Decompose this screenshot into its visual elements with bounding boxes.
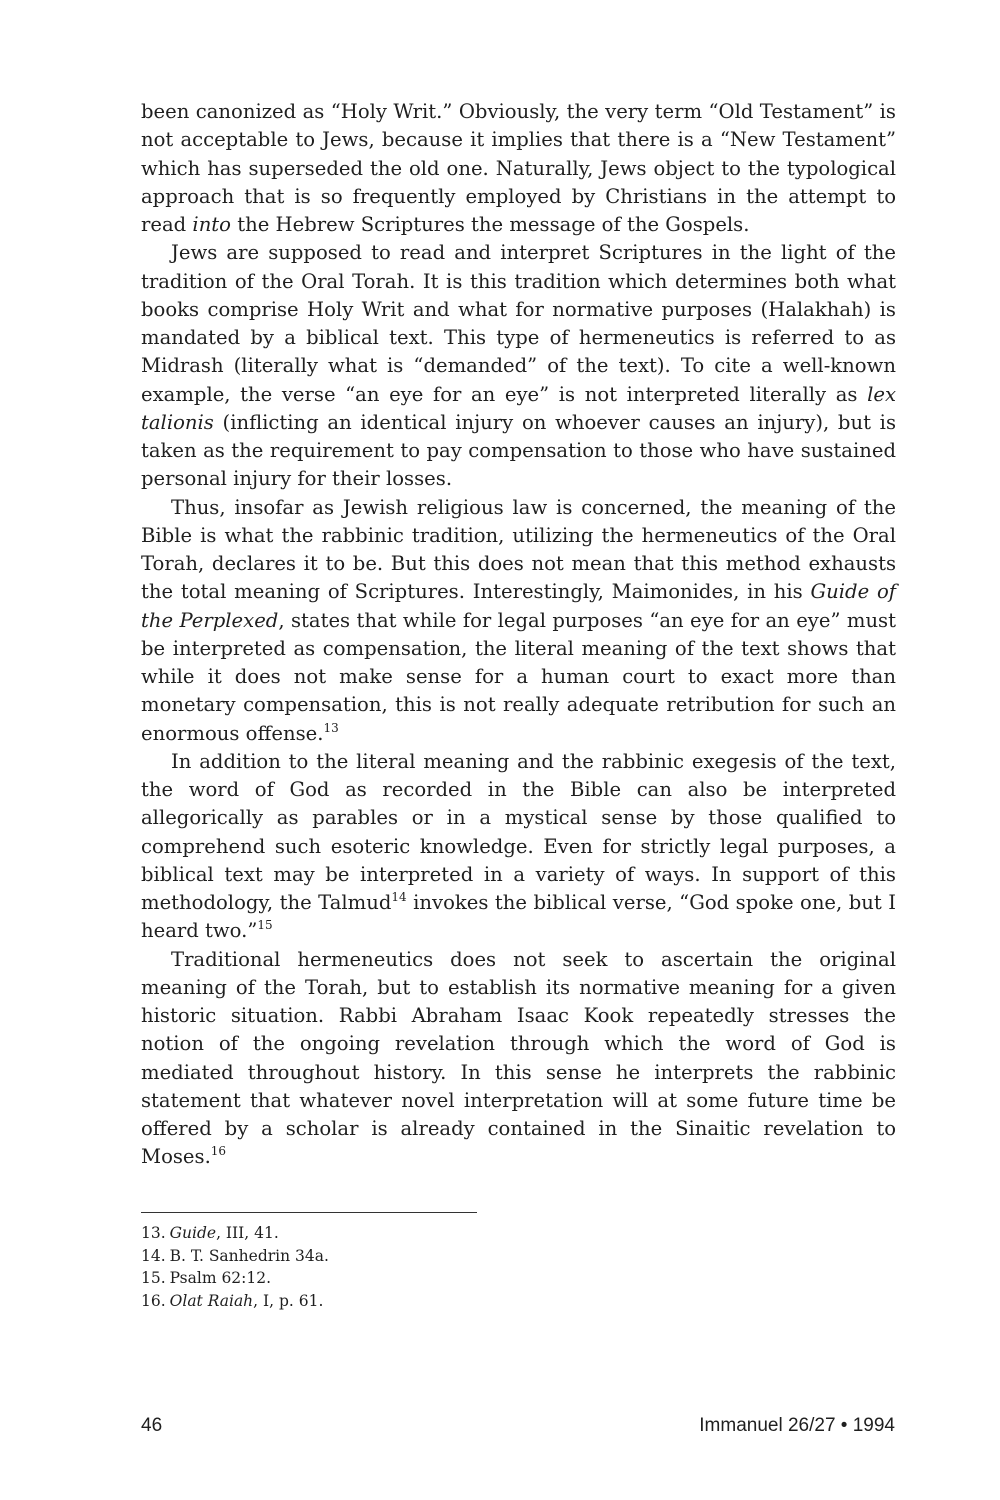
- paragraph-5: [141, 946, 896, 1172]
- footnote-divider: [141, 1212, 477, 1213]
- footnote-ref[interactable]: 16: [210, 1144, 227, 1159]
- footnote-ref[interactable]: 13: [323, 720, 339, 735]
- footnote-15: [141, 1267, 641, 1290]
- footnote-text: , III, 41.: [216, 1224, 279, 1242]
- text-run: (inflicting an identical injury on whoever causes an injury), but is taken as the requirement to pay compensation to those who have sustained personal injury for their losses.: [141, 410, 896, 491]
- footnote-text: Psalm 62:12.: [169, 1269, 272, 1287]
- page-number: 46: [141, 1415, 163, 1436]
- footnote-number: 15.: [141, 1269, 166, 1287]
- paragraph-3: [141, 494, 896, 748]
- italic-run: into: [192, 213, 231, 236]
- footnote-13: [141, 1222, 641, 1245]
- footnote-number: 13.: [141, 1224, 166, 1242]
- footnote-14: [141, 1245, 641, 1268]
- footnote-text: , I, p. 61.: [253, 1291, 324, 1310]
- italic-run: Guide of the Perplexed: [141, 580, 897, 632]
- text-run: Thus, insofar as Jewish religious law is concerned, the meaning of the Bible is what the rabbinic tradition, utilizing the hermeneutics of the Oral Torah, declares it to be. But this does not mean that this method exhausts the total meaning of Scriptures. Interestingly, Maimonides, in his: [141, 495, 896, 604]
- text-run: , states that while for legal purposes “an eye for an eye” must be interpreted as compensation, the literal meaning of the text shows that while it does not make sense for a human court to exact more than monetary compensation, this is not really adequate retribution for such an enormous offense.: [141, 608, 896, 745]
- text-run: Jews are supposed to read and interpret Scriptures in the light of the tradition of the Oral Torah. It is this tradition which determines both what books comprise Holy Writ and what for normative purposes (Halakhah) is mandated by a biblical text. This type of hermeneutics is referred to as Midrash (literally what is “demanded” of the text). To cite a well-known example, the verse “an eye for an eye” is not interpreted literally as: [141, 241, 896, 406]
- footnote-ref[interactable]: 14: [391, 890, 407, 904]
- paragraph-1: [141, 98, 896, 239]
- text-run: the Hebrew Scriptures the message of the Gospels.: [230, 213, 750, 236]
- footnote-number: 16.: [141, 1291, 166, 1310]
- main-text: [141, 98, 896, 1172]
- paragraph-2: [141, 239, 896, 493]
- footnotes: [141, 1222, 641, 1312]
- footnote-16: [141, 1290, 641, 1313]
- footnote-number: 14.: [141, 1246, 166, 1265]
- italic-run: lex talionis: [141, 382, 896, 434]
- italic-run: Olat Raiah: [169, 1291, 254, 1310]
- footnote-text: B. T. Sanhedrin 34a.: [169, 1246, 329, 1265]
- italic-run: Guide: [169, 1224, 217, 1242]
- text-run: been canonized as “Holy Writ.” Obviously, the very term “Old Testament” is not acceptable to Jews, because it implies that there is a “New Testament” which has superseded the old one. Naturally, Jews object to the typological approach that is so frequently employed by Christians in the attempt to read: [141, 100, 896, 236]
- text-run: In addition to the literal meaning and the rabbinic exegesis of the text, the word of God as recorded in the Bible can also be interpreted allegorically as parables or in a mystical sense by those qualified to comprehend such esoteric knowledge. Even for strictly legal purposes, a biblical text may be interpreted in a variety of ways. In support of this methodology, the Talmud: [141, 749, 896, 914]
- paragraph-4: [141, 748, 896, 946]
- text-run: Traditional hermeneutics does not seek to ascertain the original meaning of the Torah, but to establish its normative meaning for a given historic situation. Rabbi Abraham Isaac Kook repeatedly stresses the notion of the ongoing revelation through which the word of God is mediated throughout history. In this sense he interprets the rabbinic statement that whatever novel interpretation will at some future time be offered by a scholar is already contained in the Sinaitic revelation to Moses.: [141, 947, 896, 1169]
- journal-footer: Immanuel 26/27 • 1994: [699, 1415, 895, 1436]
- text-run: invokes the biblical verse, “God spoke one, but I heard two.”: [141, 891, 896, 943]
- footnote-ref[interactable]: 15: [257, 918, 273, 933]
